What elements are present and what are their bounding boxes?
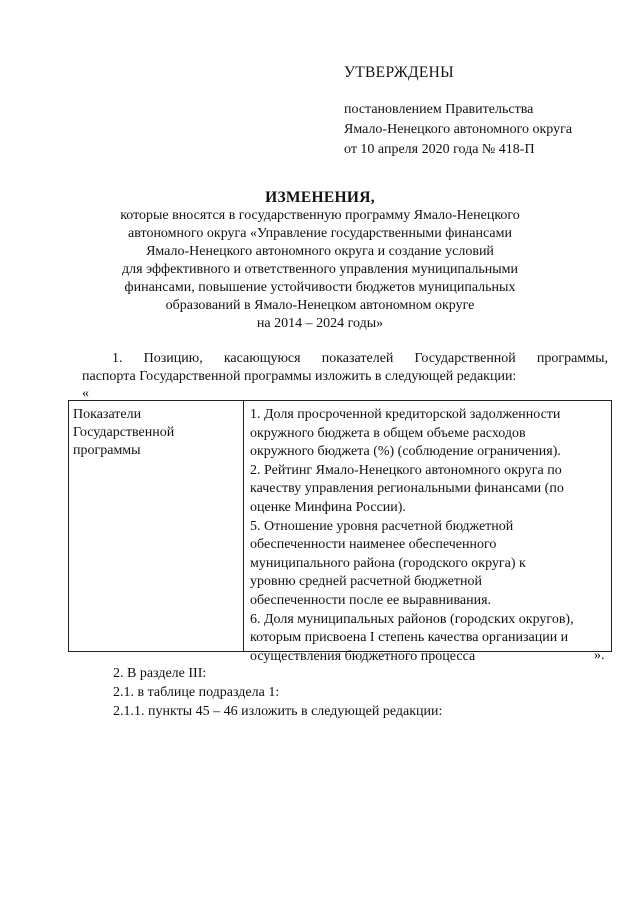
subtitle-line-2: автономного округа «Управление государственными финансами [128,226,512,241]
table-column-divider [243,401,244,651]
item-2: 2. В разделе III: [113,666,207,681]
indicator-line: 2. Рейтинг Ямало-Ненецкого автономного округа по [250,462,562,478]
indicator-line: муниципального района (городского округа) к [250,555,526,571]
left-cell-line: Показатели [73,407,142,422]
indicator-line: уровню средней расчетной бюджетной [250,574,482,590]
indicator-line: 1. Доля просроченной кредиторской задолженности [250,407,561,422]
item-2-1-1: 2.1.1. пункты 45 – 46 изложить в следующей редакции: [113,704,443,719]
paragraph-1-line-2: паспорта Государственной программы изложить в следующей редакции: [82,369,517,384]
table-right-cell [250,406,610,666]
subtitle-line-4: для эффективного и ответственного управления муниципальными [122,262,518,277]
decree-line-2: Ямало-Ненецкого автономного округа [344,122,573,137]
indicator-line: которым присвоена I степень качества организации и [250,630,569,646]
approved-heading: УТВЕРЖДЕНЫ [344,64,454,81]
decree-line-1: постановлением Правительства [344,102,534,117]
indicator-line: осуществления бюджетного процесса [250,648,476,664]
indicator-line: 6. Доля муниципальных районов (городских округов), [250,611,574,627]
subtitle-line-3: Ямало-Ненецкого автономного округа и создание условий [146,244,494,259]
subtitle-line-5: финансами, повышение устойчивости бюджетов муниципальных [124,280,516,295]
table-left-cell [73,406,174,460]
indicator-line: окружного бюджета (%) (соблюдение ограничения). [250,444,561,460]
subtitle-line-1: которые вносятся в государственную программу Ямало-Ненецкого [120,208,520,223]
indicator-line: оценке Минфина России). [250,499,406,515]
left-cell-line: Государственной [73,425,175,440]
indicator-line: 5. Отношение уровня расчетной бюджетной [250,518,514,534]
decree-line-3: от 10 апреля 2020 года № 418-П [344,142,535,157]
paragraph-1-line-1: 1. Позицию, касающуюся показателей Государственной программы, [112,351,608,366]
left-cell-line: программы [73,443,141,458]
indicator-line: качеству управления региональными финансами (по [250,481,564,497]
indicator-line: обеспеченности после ее выравнивания. [250,592,492,608]
indicator-line: окружного бюджета в общем объеме расходов [250,425,526,441]
subtitle-line-6: образований в Ямало-Ненецком автономном округе [165,298,475,313]
document-title: ИЗМЕНЕНИЯ, [265,189,375,206]
subtitle-line-7: на 2014 – 2024 годы» [256,316,384,331]
indicators-table [68,400,612,664]
item-2-1: 2.1. в таблице подраздела 1: [113,685,280,700]
close-quote: ». [594,648,605,663]
paragraph-1 [82,350,608,386]
open-quote: « [82,386,89,401]
indicator-line: обеспеченности наименее обеспеченного [250,537,497,553]
